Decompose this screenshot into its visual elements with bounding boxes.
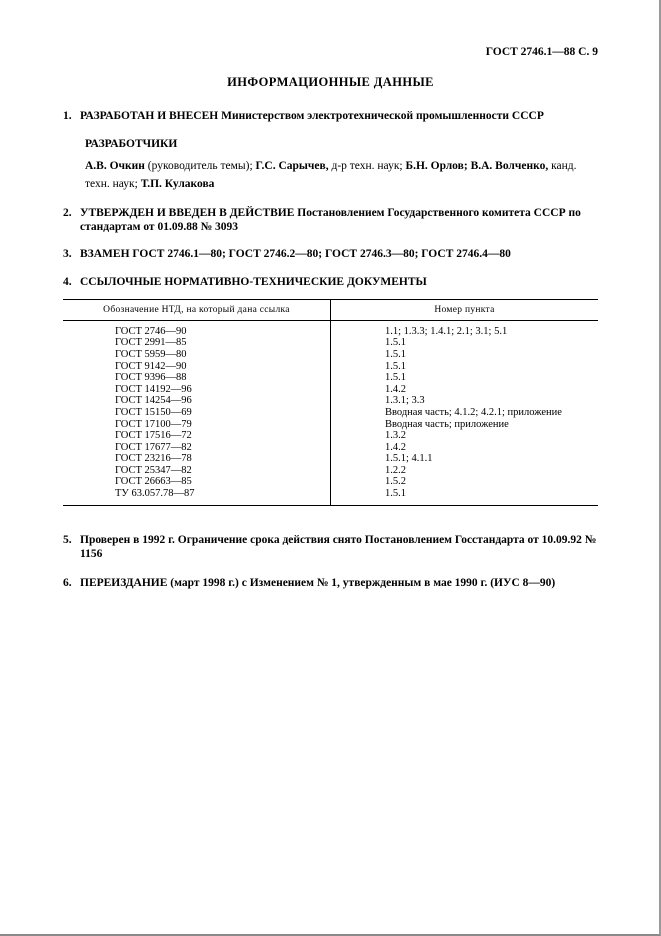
punkt-cell: 1.4.2	[385, 383, 406, 395]
developer-name: В.А. Волченко,	[470, 160, 552, 173]
item-2-number: 2.	[63, 206, 72, 219]
item-3-text: ВЗАМЕН ГОСТ 2746.1—80; ГОСТ 2746.2—80; ГОСТ 2746.3—80; ГОСТ 2746.4—80	[80, 248, 511, 261]
punkt-cell: 1.5.1	[385, 488, 406, 500]
ntd-cell: ГОСТ 23216—78	[63, 453, 331, 465]
punkt-cell: 1.3.1; 3.3	[385, 395, 425, 407]
references-table-head	[63, 299, 598, 320]
punkt-cell: 1.5.1; 4.1.1	[385, 453, 433, 465]
table-row	[63, 419, 598, 431]
table-header-row	[63, 299, 598, 320]
ntd-cell: ГОСТ 14254—96	[63, 395, 331, 407]
punkt-cell: 1.4.2	[385, 441, 406, 453]
punkt-cell: 1.1; 1.3.3; 1.4.1; 2.1; 3.1; 5.1	[385, 325, 508, 337]
punkt-cell: 1.5.1	[385, 337, 406, 349]
table-row	[63, 476, 598, 488]
table-row	[63, 442, 598, 454]
item-6	[63, 576, 598, 590]
ntd-cell: ГОСТ 17100—79	[63, 419, 331, 431]
page-title: ИНФОРМАЦИОННЫЕ ДАННЫЕ	[227, 75, 434, 89]
table-header-punkt: Номер пункта	[331, 299, 599, 320]
punkt-cell: 1.2.2	[385, 464, 406, 476]
table-row	[63, 361, 598, 373]
table-row	[63, 349, 598, 361]
table-row	[63, 407, 598, 419]
developer-name: Б.Н. Орлов;	[405, 160, 471, 173]
punkt-cell: 1.5.1	[385, 360, 406, 372]
item-3-number: 3.	[63, 248, 72, 261]
table-row	[63, 465, 598, 477]
table-row	[63, 453, 598, 465]
item-2	[63, 206, 598, 235]
item-4-number: 4.	[63, 275, 72, 288]
table-row	[63, 395, 598, 407]
punkt-cell: 1.5.1	[385, 372, 406, 384]
ntd-cell: ГОСТ 25347—82	[63, 465, 331, 477]
item-6-text: ПЕРЕИЗДАНИЕ (март 1998 г.) с Изменением № 1, утвержденным в мае 1990 г. (ИУС 8—90)	[80, 577, 556, 590]
item-1	[63, 109, 598, 123]
doc-reference: ГОСТ 2746.1—88 С. 9	[485, 46, 598, 58]
developer-name: Т.П. Кулакова	[140, 177, 215, 190]
table-row	[63, 430, 598, 442]
ntd-cell: ГОСТ 14192—96	[63, 384, 331, 396]
table-row	[63, 372, 598, 384]
developers-text	[85, 158, 598, 193]
ntd-cell: ГОСТ 17677—82	[63, 442, 331, 454]
punkt-cell: 1.5.1	[385, 348, 406, 360]
table-row	[63, 488, 598, 505]
item-4-text: ССЫЛОЧНЫЕ НОРМАТИВНО-ТЕХНИЧЕСКИЕ ДОКУМЕНТЫ	[80, 275, 427, 288]
ntd-cell: ГОСТ 26663—85	[63, 476, 331, 488]
references-table-body	[63, 320, 598, 505]
table-row	[63, 320, 598, 337]
ntd-cell: ГОСТ 9142—90	[63, 361, 331, 373]
developer-name: Г.С. Сарычев,	[255, 160, 332, 173]
developer-name: А.В. Очкин	[85, 160, 148, 173]
ntd-cell: ГОСТ 2746—90	[63, 320, 331, 337]
developer-role: д-р техн. наук;	[331, 160, 406, 173]
item-4	[63, 275, 598, 289]
item-5	[63, 533, 598, 562]
table-header-ntd: Обозначение НТД, на который дана ссылка	[63, 299, 331, 320]
ntd-cell: ГОСТ 2991—85	[63, 337, 331, 349]
table-row	[63, 384, 598, 396]
table-row	[63, 337, 598, 349]
punkt-cell: 1.3.2	[385, 430, 406, 442]
ntd-cell: ГОСТ 5959—80	[63, 349, 331, 361]
item-2-text: УТВЕРЖДЕН И ВВЕДЕН В ДЕЙСТВИЕ Постановлением Государственного комитета СССР по стандартам от 01.09.88 № 3093	[80, 206, 581, 233]
developers-heading: РАЗРАБОТЧИКИ	[85, 138, 178, 151]
ntd-cell: ГОСТ 9396—88	[63, 372, 331, 384]
punkt-cell: Вводная часть; 4.1.2; 4.2.1; приложение	[385, 406, 562, 418]
item-6-number: 6.	[63, 577, 72, 590]
developer-role: канд. техн. наук;	[85, 160, 577, 190]
item-5-text: Проверен в 1992 г. Ограничение срока действия снято Постановлением Госстандарта от 10.09.92 № 1156	[80, 533, 597, 560]
punkt-cell: Вводная часть; приложение	[385, 418, 509, 430]
punkt-cell: 1.5.2	[385, 476, 406, 488]
item-3	[63, 247, 598, 261]
item-1-text: РАЗРАБОТАН И ВНЕСЕН Министерством электротехнической промышленности СССР	[80, 110, 544, 122]
references-table	[63, 299, 598, 506]
ntd-cell: ТУ 63.057.78—87	[63, 488, 331, 505]
ntd-cell: ГОСТ 17516—72	[63, 430, 331, 442]
developer-role: (руководитель темы);	[147, 160, 256, 173]
item-5-number: 5.	[63, 533, 72, 546]
item-1-number: 1.	[63, 110, 72, 122]
ntd-cell: ГОСТ 15150—69	[63, 407, 331, 419]
